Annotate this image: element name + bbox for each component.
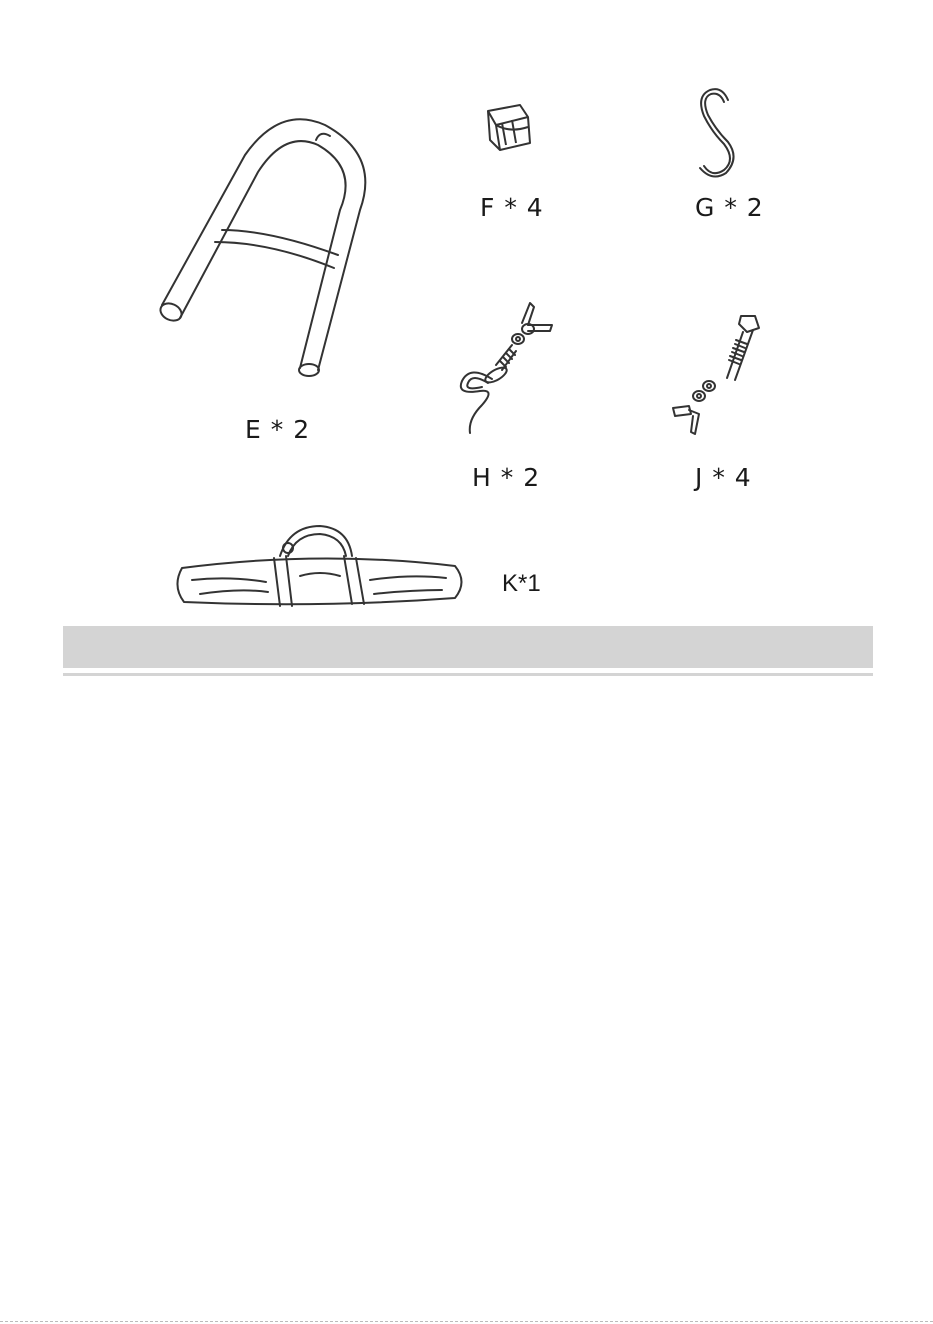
section-header-bar: [63, 626, 873, 668]
part-g: [690, 82, 750, 182]
frame-arch-icon: [150, 100, 390, 390]
part-h-label: H * 2: [472, 463, 541, 492]
section-divider: [63, 673, 873, 676]
bolt-set-icon: [665, 310, 775, 440]
s-hook-icon: [690, 82, 750, 182]
part-k: [170, 520, 470, 610]
foot-cap-icon: [470, 95, 540, 165]
part-j: [665, 310, 775, 440]
carry-bag-icon: [170, 520, 470, 610]
part-j-label: J * 4: [695, 463, 752, 492]
part-f-label: F * 4: [480, 193, 544, 222]
part-f: [470, 95, 540, 165]
part-h: [440, 295, 570, 440]
ground-anchor-icon: [440, 295, 570, 440]
part-e: [150, 100, 390, 390]
page-bottom-rule: [0, 1321, 933, 1322]
part-k-label: K*1: [502, 570, 541, 597]
part-g-label: G * 2: [695, 193, 764, 222]
part-e-label: E * 2: [245, 415, 311, 444]
